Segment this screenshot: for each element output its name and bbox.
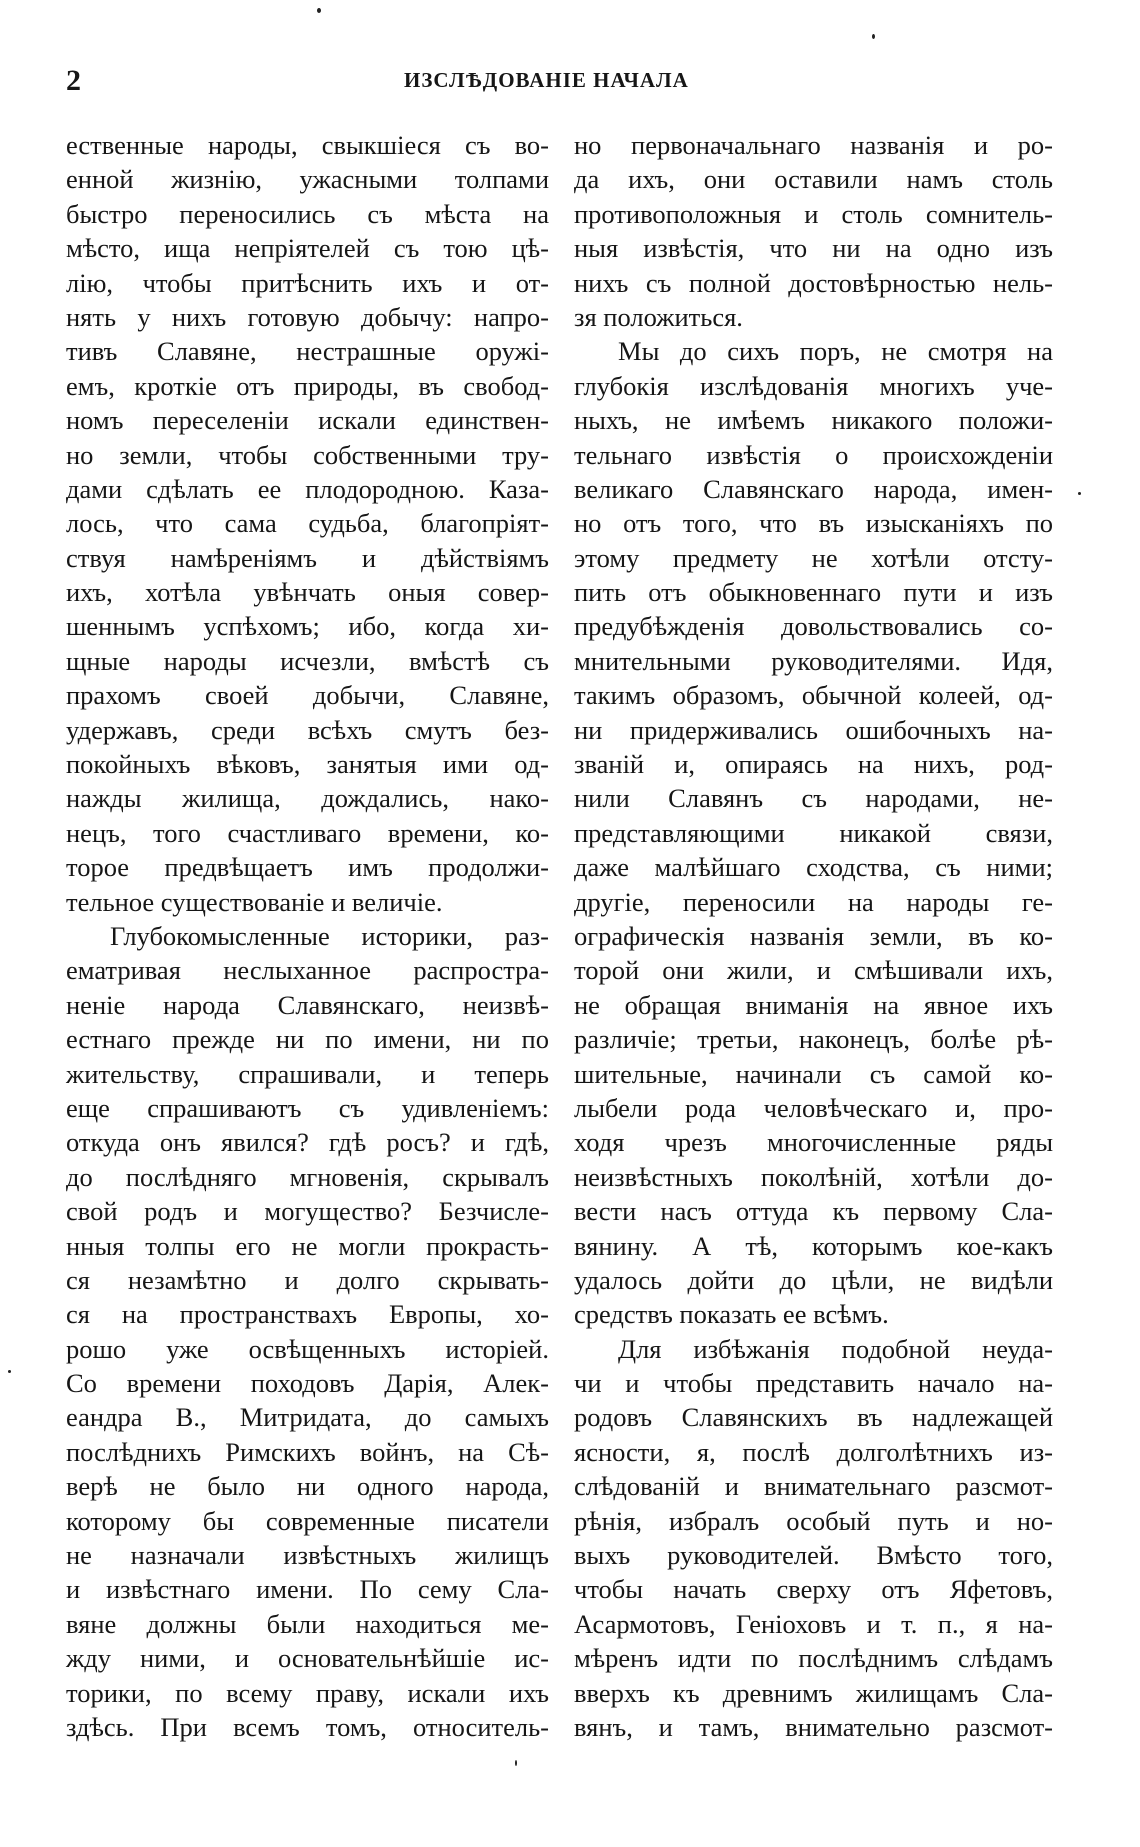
text-line: енной жизнію, ужасными толпами [66, 164, 549, 195]
text-line: нныя толпы его не могли прокрасть- [66, 1230, 549, 1261]
text-line: ясности, я, послѣ долголѣтнихъ из- [574, 1436, 1053, 1467]
text-line: этому предмету не хотѣли отсту- [574, 542, 1053, 573]
text-line: дами сдѣлать ее плодородною. Каза- [66, 473, 549, 504]
text-line: да ихъ, они оставили намъ столь [574, 164, 1053, 195]
text-line: противоположныя и столь сомнитель- [574, 198, 1053, 229]
text-line: не назначали извѣстныхъ жилищъ [66, 1540, 549, 1571]
text-line: мѣсто, ища непріятелей съ тою цѣ- [66, 233, 549, 264]
scan-speck [515, 1760, 517, 1766]
text-line: неизвѣстныхъ поколѣній, хотѣли до- [574, 1161, 1053, 1192]
left-text-column [66, 128, 549, 1744]
text-line: еще спрашиваютъ съ удивленіемъ: [66, 1092, 549, 1123]
text-line: ныхъ, не имѣемъ никакого положи- [574, 405, 1053, 436]
text-line: вянъ, и тамъ, внимательно разсмот- [574, 1711, 1053, 1742]
text-line: званій и, опираясь на нихъ, род- [574, 749, 1053, 780]
text-line: рѣнія, избралъ особый путь и но- [574, 1505, 1053, 1536]
text-line: Для избѣжанія подобной неуда- [618, 1333, 1053, 1364]
text-line: жду ними, и основательнѣйшіе ис- [66, 1643, 549, 1674]
text-line: выхъ руководителей. Вмѣсто того, [574, 1540, 1053, 1571]
text-line: ихъ, хотѣла увѣнчать оныя совер- [66, 577, 549, 608]
text-line: послѣднихъ Римскихъ войнъ, на Сѣ- [66, 1436, 549, 1467]
text-line: различіе; третьи, наконецъ, болѣе рѣ- [574, 1024, 1053, 1055]
text-line: мнительными руководителями. Идя, [574, 645, 1053, 676]
text-line: нихъ съ полной достовѣрностью нель- [574, 267, 1053, 298]
text-line: ныя извѣстія, что ни на одно изъ [574, 233, 1053, 264]
text-line: лію, чтобы притѣснить ихъ и от- [66, 267, 549, 298]
text-line: еандра В., Митридата, до самыхъ [66, 1402, 549, 1433]
text-line: номъ переселеніи искали единствен- [66, 405, 549, 436]
text-line: ографическія названія земли, въ ко- [574, 920, 1053, 951]
scan-speck [8, 1370, 11, 1373]
text-line: ественные народы, свыкшіеся съ во- [66, 130, 549, 160]
text-line: торое предвѣщаетъ имъ продолжи- [66, 852, 549, 883]
text-line: верѣ не было ни одного народа, [66, 1471, 549, 1502]
text-line: средствъ показать ее всѣмъ. [574, 1299, 889, 1330]
text-line: лось, что сама судьба, благопріят- [66, 508, 549, 539]
text-line: зя положиться. [574, 301, 743, 332]
text-line: мѣренъ идти по послѣднимъ слѣдамъ [574, 1643, 1053, 1674]
text-line: глубокія изслѣдованія многихъ уче- [574, 370, 1053, 401]
text-line: ся незамѣтно и долго скрывать- [66, 1264, 549, 1295]
text-line: тельное существованіе и величіе. [66, 886, 443, 917]
text-line: торики, по всему праву, искали ихъ [66, 1677, 549, 1708]
text-line: но первоначальнаго названія и ро- [574, 130, 1053, 160]
page-number: 2 [66, 64, 81, 97]
text-line: естнаго прежде ни по имени, ни по [66, 1024, 549, 1055]
text-line: но отъ того, что въ изысканіяхъ по [574, 508, 1053, 539]
text-line: тельнаго извѣстія о происхожденіи [574, 439, 1053, 470]
text-line: Асармотовъ, Геніоховъ и т. п., я на- [574, 1608, 1053, 1639]
text-line: предубѣжденія довольствовались со- [574, 611, 1053, 642]
text-line: не обращая вниманія на явное ихъ [574, 989, 1053, 1020]
text-line: ни придерживались ошибочныхъ на- [574, 714, 1053, 745]
text-line: но земли, чтобы собственными тру- [66, 439, 549, 470]
text-line: Мы до сихъ поръ, не смотря на [618, 336, 1053, 367]
text-line: вести насъ оттуда къ первому Сла- [574, 1196, 1053, 1227]
text-line: Глубокомысленные историки, раз- [110, 920, 549, 951]
text-line: рошо уже освѣщенныхъ исторіей. [66, 1333, 549, 1364]
text-line: великаго Славянскаго народа, имен- [574, 473, 1053, 504]
text-line: шеннымъ успѣхомъ; ибо, когда хи- [66, 611, 549, 642]
text-line: до послѣдняго мгновенія, скрывалъ [66, 1161, 549, 1192]
text-line: Со времени походовъ Дарія, Алек- [66, 1368, 549, 1399]
text-line: свой родъ и могущество? Безчисле- [66, 1196, 549, 1227]
running-title: ИЗСЛѢДОВАНІЕ НАЧАЛА [404, 68, 689, 92]
text-line: удалось дойти до цѣли, не видѣли [574, 1264, 1053, 1295]
text-line: чтобы начать сверху отъ Яфетовъ, [574, 1574, 1053, 1605]
text-line: такимъ образомъ, обычной колеей, од- [574, 680, 1053, 711]
text-line: емъ, кроткіе отъ природы, въ свобод- [66, 370, 549, 401]
text-line: даже малѣйшаго сходства, съ ними; [574, 852, 1053, 883]
text-line: жительству, спрашивали, и теперь [66, 1058, 549, 1089]
text-line: тивъ Славяне, нестрашные оружі- [66, 336, 549, 367]
text-line: ходя чрезъ многочисленные ряды [574, 1127, 1053, 1158]
text-line: чи и чтобы представить начало на- [574, 1368, 1053, 1399]
text-line: лыбели рода человѣческаго и, про- [574, 1092, 1053, 1123]
text-line: вверхъ къ древнимъ жилищамъ Сла- [574, 1677, 1053, 1708]
text-line: пить отъ обыкновеннаго пути и изъ [574, 577, 1053, 608]
text-line: здѣсь. При всемъ томъ, относитель- [66, 1711, 549, 1742]
right-text-column [574, 128, 1053, 1744]
text-line: шительные, начинали съ самой ко- [574, 1058, 1053, 1089]
text-line: слѣдованій и внимательнаго разсмот- [574, 1471, 1053, 1502]
text-line: и извѣстнаго имени. По сему Сла- [66, 1574, 549, 1605]
text-line: ематривая неслыханное распростра- [66, 955, 549, 986]
text-line: ся на пространствахъ Европы, хо- [66, 1299, 549, 1330]
text-line: удержавъ, среди всѣхъ смутъ без- [66, 714, 549, 745]
text-line: неніе народа Славянскаго, неизвѣ- [66, 989, 549, 1020]
text-line: которому бы современные писатели [66, 1505, 549, 1536]
text-line: откуда онъ явился? гдѣ росъ? и гдѣ, [66, 1127, 549, 1158]
text-line: вянину. А тѣ, которымъ кое-какъ [574, 1230, 1053, 1261]
text-line: другіе, переносили на народы ге- [574, 886, 1053, 917]
text-line: прахомъ своей добычи, Славяне, [66, 680, 549, 711]
text-line: вяне должны были находиться ме- [66, 1608, 549, 1639]
text-line: представляющими никакой связи, [574, 817, 1053, 848]
scan-speck [1078, 492, 1081, 495]
text-line: нецъ, того счастливаго времени, ко- [66, 817, 549, 848]
text-line: нили Славянъ съ народами, не- [574, 783, 1053, 814]
text-line: нять у нихъ готовую добычу: напро- [66, 301, 549, 332]
text-line: торой они жили, и смѣшивали ихъ, [574, 955, 1053, 986]
text-line: покойныхъ вѣковъ, занятыя ими од- [66, 749, 549, 780]
scan-speck [872, 34, 875, 39]
text-line: быстро переносились съ мѣста на [66, 198, 549, 229]
text-line: нажды жилища, дождались, нако- [66, 783, 549, 814]
scan-speck [317, 8, 321, 13]
text-line: щные народы исчезли, вмѣстѣ съ [66, 645, 549, 676]
text-line: ствуя намѣреніямъ и дѣйствіямъ [66, 542, 549, 573]
text-line: родовъ Славянскихъ въ надлежащей [574, 1402, 1053, 1433]
